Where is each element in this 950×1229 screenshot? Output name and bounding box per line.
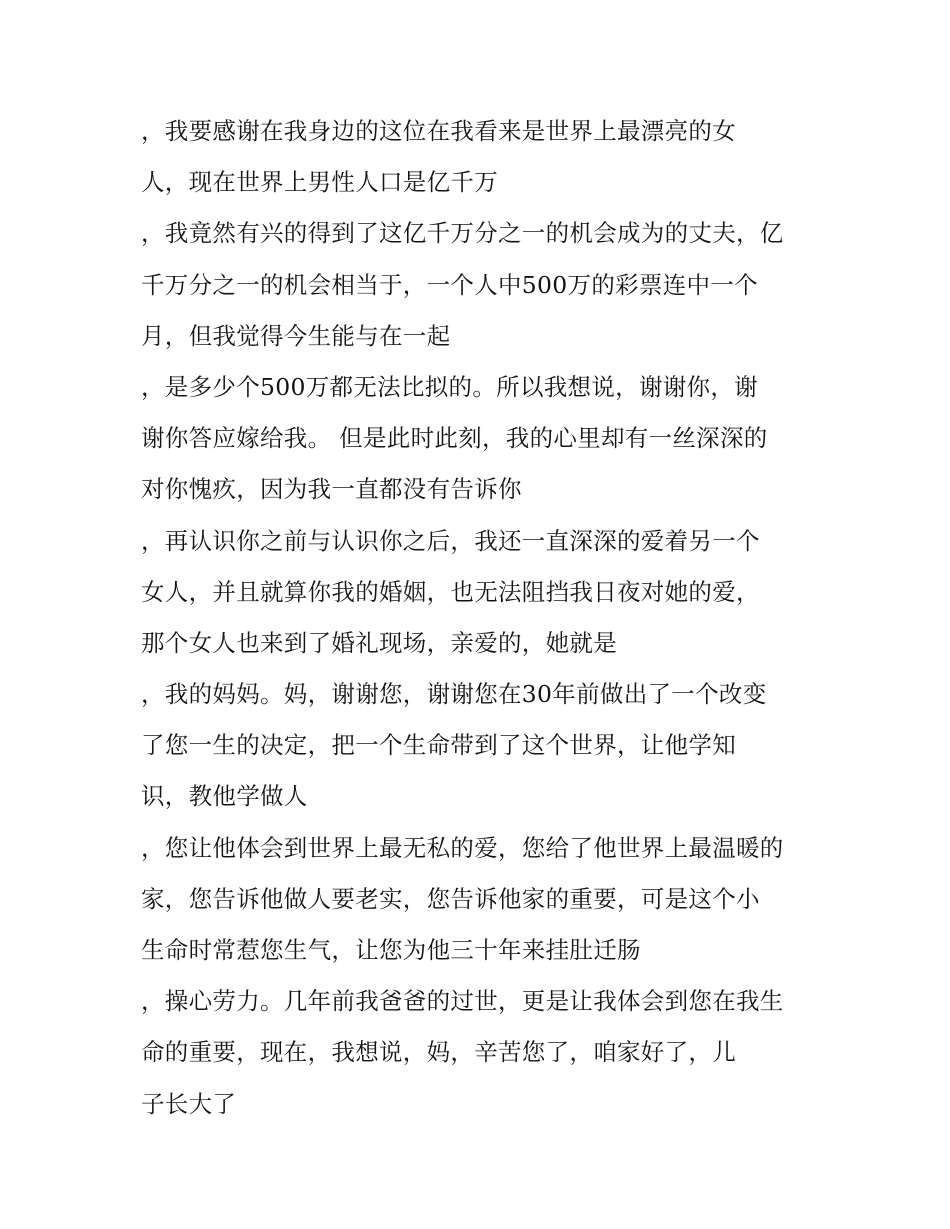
text-line: 谢你答应嫁给我。 但是此时此刻，我的心里却有一丝深深的	[141, 424, 768, 453]
text-line: 生命时常惹您生气，让您为他三十年来挂肚迁肠	[141, 936, 641, 964]
text-line: 命的重要，现在，我想说，妈，辛苦您了，咱家好了，儿	[141, 1038, 736, 1067]
text-line: ，操心劳力。几年前我爸爸的过世，更是让我体会到您在我生	[141, 987, 784, 1016]
text-line: 千万分之一的机会相当于，一个人中500万的彩票连中一个	[141, 270, 758, 299]
text-line: ，您让他体会到世界上最无私的爱，您给了他世界上最温暖的	[141, 833, 784, 862]
text-line: ，我竟然有兴的得到了这亿千万分之一的机会成为的丈夫，亿	[141, 219, 784, 248]
text-line: 家，您告诉他做人要老实，您告诉他家的重要，可是这个小	[141, 884, 760, 913]
text-line: ，我的妈妈。妈，谢谢您，谢谢您在30年前做出了一个改变	[141, 680, 767, 709]
text-line: ，我要感谢在我身边的这位在我看来是世界上最漂亮的女	[141, 117, 736, 145]
text-line: ，再认识你之前与认识你之后，我还一直深深的爱着另一个	[141, 526, 760, 555]
text-line: 识，教他学做人	[141, 782, 308, 811]
text-line: 子长大了	[141, 1089, 237, 1118]
text-line: 人，现在世界上男性人口是亿千万	[141, 168, 498, 197]
text-line: 了您一生的决定，把一个生命带到了这个世界，让他学知	[141, 731, 736, 760]
text-line: 对你愧疚，因为我一直都没有告诉你	[141, 475, 522, 504]
text-line: 女人，并且就算你我的婚姻，也无法阻挡我日夜对她的爱，	[141, 577, 760, 606]
text-line: 月，但我觉得今生能与在一起	[141, 321, 451, 350]
speech-text	[141, 106, 841, 1130]
text-line: 那个女人也来到了婚礼现场，亲爱的，她就是	[141, 628, 617, 657]
text-line: ，是多少个500万都无法比拟的。所以我想说，谢谢你，谢	[141, 372, 758, 401]
